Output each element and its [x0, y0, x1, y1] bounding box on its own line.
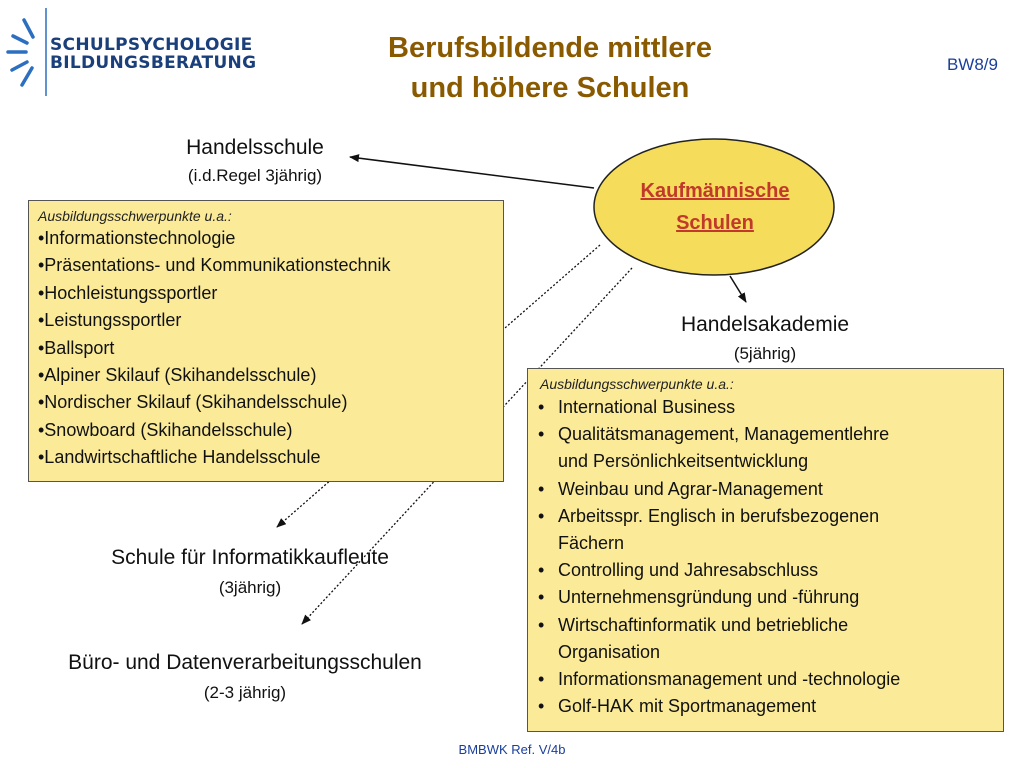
list-item: •Nordischer Skilauf (Skihandelsschule): [38, 392, 348, 413]
bullet: •: [538, 560, 545, 581]
list-item-text: Golf-HAK mit Sportmanagement: [558, 696, 817, 717]
bullet: •: [538, 505, 545, 526]
list-item: [538, 421, 1003, 448]
bullet: •: [538, 696, 545, 717]
center-label-line1: Kaufmännische: [640, 180, 790, 202]
node-buero-sub: (2-3 jährig): [203, 683, 287, 702]
list-item-text: Unternehmensgründung und -führung: [558, 587, 860, 608]
list-item-continuation: [538, 639, 1003, 666]
list-item: •Informationstechnologie: [38, 228, 236, 248]
list-item-continuation: [538, 448, 1003, 475]
list-item: [538, 612, 1003, 639]
list-item-text: Arbeitsspr. Englisch in berufsbezogenen: [558, 505, 880, 526]
list-item: [538, 584, 1003, 611]
slide-title-line2: und höhere Schulen: [410, 72, 690, 104]
list-item-continuation: [538, 530, 1003, 557]
node-informatik-sub: (3jährig): [218, 578, 282, 597]
bullet: •: [538, 424, 545, 445]
list-item: •Ballsport: [38, 337, 115, 358]
list-item-text: Qualitätsmanagement, Managementlehre: [558, 424, 890, 445]
list-item: •Präsentations- und Kommunikationstechnik: [38, 255, 391, 276]
bullet: •: [538, 397, 545, 417]
box-left-heading: Ausbildungsschwerpunkte u.a.:: [38, 208, 232, 224]
footer-reference: BMBWK Ref. V/4b: [458, 742, 566, 757]
node-informatik-title: Schule für Informatikkaufleute: [111, 546, 389, 569]
bullet: •: [538, 614, 545, 635]
list-item: [538, 476, 1003, 503]
list-item-text: Organisation: [558, 641, 661, 662]
node-handelsakademie-title: Handelsakademie: [680, 313, 850, 336]
node-handelsschule-title: Handelsschule: [186, 136, 324, 159]
list-item-text: Controlling und Jahresabschluss: [558, 560, 819, 581]
list-item: •Leistungssportler: [38, 310, 182, 331]
logo-text-line1: SCHULPSYCHOLOGIE: [50, 35, 253, 55]
box-handelsakademie-focus: [527, 368, 1004, 732]
center-label-line2: Schulen: [676, 212, 754, 234]
list-item: [538, 693, 1003, 720]
list-item-text: International Business: [558, 397, 736, 417]
list-item: [538, 394, 1003, 421]
list-item: •Snowboard (Skihandelsschule): [38, 419, 293, 440]
list-item-text: und Persönlichkeitsentwicklung: [558, 451, 809, 472]
node-handelsschule-sub: (i.d.Regel 3jährig): [187, 166, 323, 185]
list-item-text: Weinbau und Agrar-Management: [558, 478, 823, 499]
bullet: •: [538, 669, 545, 690]
bullet: •: [538, 478, 545, 499]
list-item-text: Informationsmanagement und -technologie: [558, 669, 901, 690]
list-item: [538, 666, 1003, 693]
slide-title-line1: Berufsbildende mittlere: [388, 32, 712, 64]
box-handelsschule-focus: [28, 200, 504, 482]
slide-reference: BW8/9: [946, 55, 998, 74]
list-item: •Landwirtschaftliche Handelsschule: [38, 447, 321, 468]
logo-text-line2: BILDUNGSBERATUNG: [50, 53, 257, 73]
list-item: •Alpiner Skilauf (Skihandelsschule): [38, 365, 317, 386]
node-buero-title: Büro- und Datenverarbeitungsschulen: [68, 651, 422, 674]
node-handelsakademie-sub: (5jährig): [733, 344, 797, 363]
list-item: [538, 503, 1003, 530]
arrow-to-handelsschule: [350, 157, 594, 188]
bullet: •: [538, 587, 545, 608]
list-item-text: Wirtschaftinformatik und betriebliche: [558, 614, 849, 635]
list-item: •Hochleistungssportler: [38, 282, 218, 303]
list-item: [538, 557, 1003, 584]
box-right-heading: Ausbildungsschwerpunkte u.a.:: [540, 376, 734, 392]
list-item-text: Fächern: [558, 533, 625, 554]
center-label: [600, 175, 830, 239]
